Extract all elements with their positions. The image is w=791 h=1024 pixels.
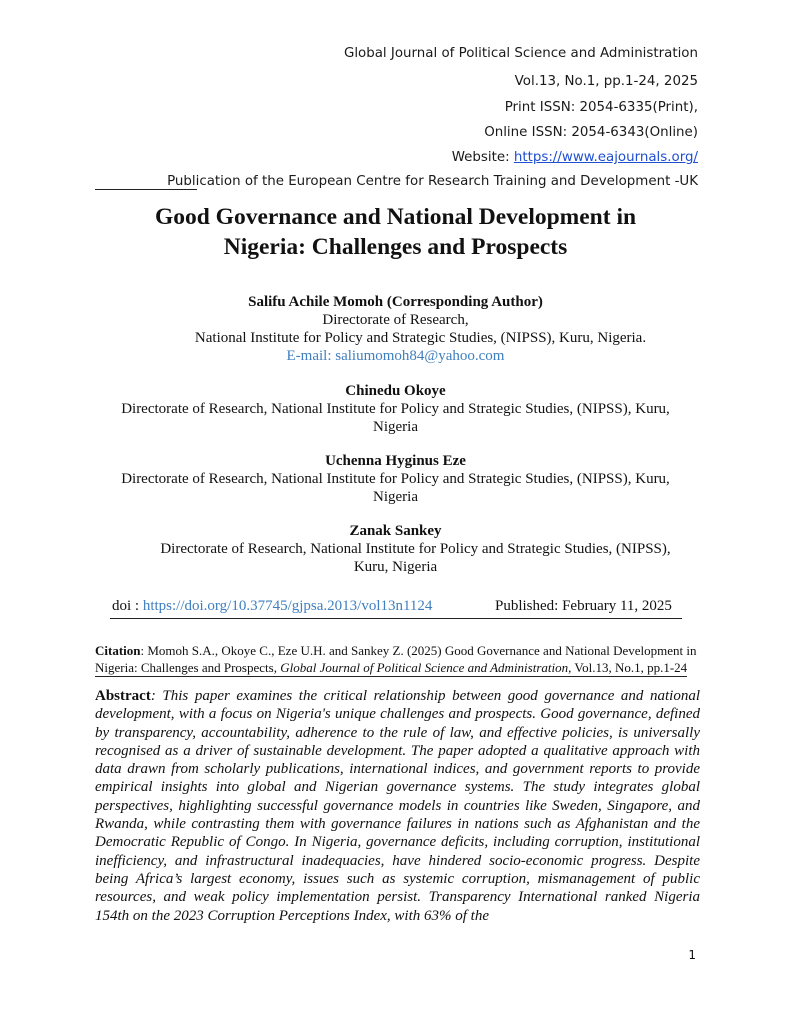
doi-label: doi : xyxy=(112,598,143,614)
paper-title xyxy=(0,202,791,262)
abstract-label: Abstract xyxy=(95,688,151,704)
website-line xyxy=(452,150,698,165)
author-3-affiliation-2: Nigeria xyxy=(373,489,418,505)
citation-text-1: : Momoh S.A., Okoye C., Eze U.H. and Sankey Z. (2025) Good Governance and National Development in xyxy=(140,643,697,658)
abstract-text: : This paper examines the critical relationship between good governance and national development, with a focus on Nigeria's unique challenges and prospects. Good governance, defined by transparency, accountability, adherence to the rule of law, and effective policies, is universally recognised as a driver of sustainable development. The paper adopted a qualitative approach with data drawn from scholarly publications, international indices, and government reports to provide empirical insights into global and Nigerian governance systems. The study integrates global perspectives, highlighting successful governance models in countries like Sweden, Singapore, and Rwanda, while contrasting them with governance failures in nations such as Afghanistan and the Democratic Republic of Congo. In Nigeria, governance deficits, including corruption, institutional inefficiency, and infrastructural inadequacies, have hindered socio-economic progress. Despite being Africa’s largest economy, issues such as systemic corruption, mismanagement of public resources, and weak policy implementation persist. Transparency International ranked Nigeria 154th on the 2023 Corruption Perceptions Index, with 63% of the xyxy=(95,688,700,924)
citation-divider xyxy=(95,676,687,677)
online-issn: Online ISSN: 2054-6343(Online) xyxy=(484,125,698,140)
citation-label: Citation xyxy=(95,643,141,658)
author-1-affiliation-2: National Institute for Policy and Strategic Studies, (NIPSS), Kuru, Nigeria. xyxy=(194,330,647,346)
doi-divider xyxy=(110,618,682,619)
author-4-affiliation-2: Kuru, Nigeria xyxy=(353,559,438,575)
title-line-2: Nigeria: Challenges and Prospects xyxy=(223,234,568,260)
abstract xyxy=(95,687,700,925)
author-1-affiliation-1: Directorate of Research, xyxy=(322,312,469,328)
author-1-name: Salifu Achile Momoh (Corresponding Author) xyxy=(248,294,543,310)
volume-info: Vol.13, No.1, pp.1-24, 2025 xyxy=(514,74,698,89)
author-3-name: Uchenna Hyginus Eze xyxy=(325,453,466,469)
publisher-line: Publication of the European Centre for Research Training and Development -UK xyxy=(167,174,698,189)
print-issn: Print ISSN: 2054-6335(Print), xyxy=(504,100,698,115)
author-1-email[interactable]: E-mail: saliumomoh84@yahoo.com xyxy=(286,348,505,364)
author-4-name: Zanak Sankey xyxy=(349,523,442,539)
citation-text-3: , Vol.13, No.1, pp.1-24 xyxy=(568,660,688,675)
doi-link[interactable]: https://doi.org/10.37745/gjpsa.2013/vol13n1124 xyxy=(142,598,433,614)
author-2-affiliation-2: Nigeria xyxy=(373,419,418,435)
author-2-name: Chinedu Okoye xyxy=(345,383,446,399)
published-date: Published: February 11, 2025 xyxy=(495,598,672,614)
author-3-affiliation-1: Directorate of Research, National Institute for Policy and Strategic Studies, (NIPSS), Kuru, xyxy=(121,471,670,487)
page-number: 1 xyxy=(688,948,696,962)
citation-line-1 xyxy=(95,642,700,659)
citation-text-2: Nigeria: Challenges and Prospects, xyxy=(95,660,281,675)
title-line-1: Good Governance and National Development in xyxy=(154,204,637,230)
website-link[interactable]: https://www.eajournals.org/ xyxy=(513,150,698,165)
citation-line-2 xyxy=(95,659,700,676)
header-divider xyxy=(95,189,197,190)
doi-line xyxy=(112,598,432,615)
journal-name: Global Journal of Political Science and Administration xyxy=(343,46,698,61)
citation-block xyxy=(95,642,700,676)
citation-journal: Global Journal of Political Science and Administration xyxy=(280,660,569,675)
website-label: Website: xyxy=(451,150,514,165)
author-2-affiliation-1: Directorate of Research, National Institute for Policy and Strategic Studies, (NIPSS), Kuru, xyxy=(121,401,670,417)
author-4-affiliation-1: Directorate of Research, National Institute for Policy and Strategic Studies, (NIPSS), xyxy=(160,541,671,557)
